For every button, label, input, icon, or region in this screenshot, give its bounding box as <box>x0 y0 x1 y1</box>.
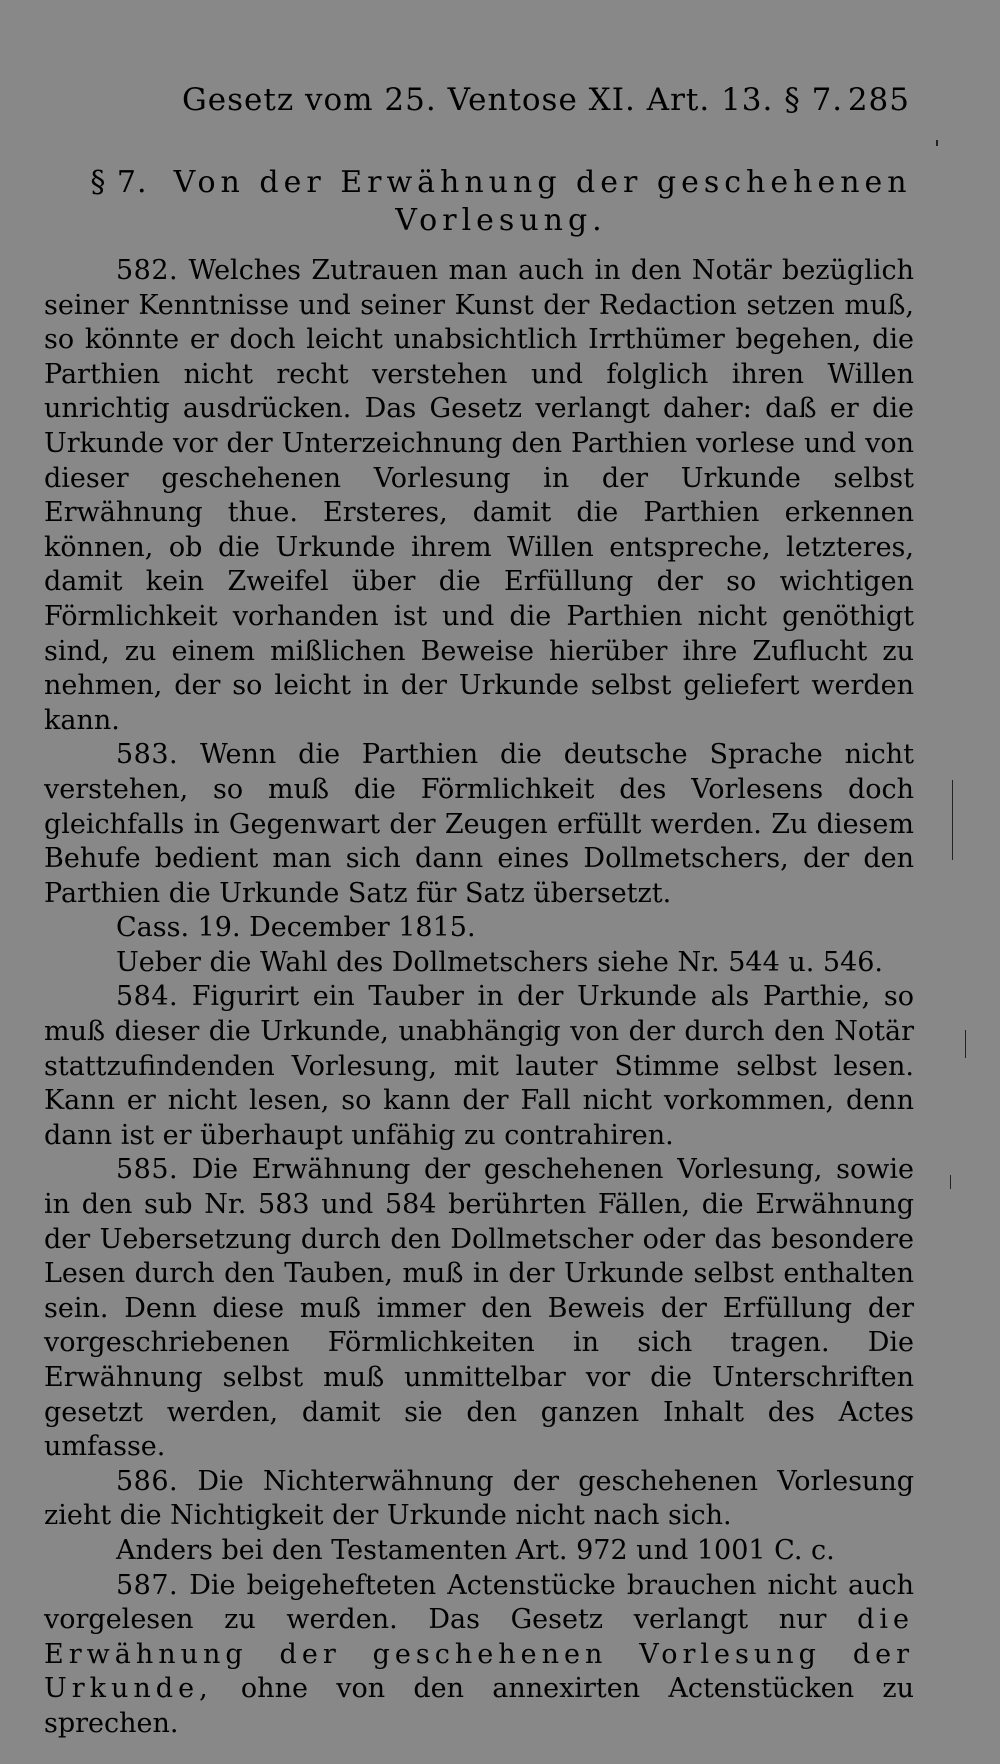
scan-speck <box>950 1175 951 1189</box>
scan-speck <box>965 1030 966 1058</box>
paragraph-582 <box>44 254 914 738</box>
body-text <box>44 254 914 1742</box>
paragraph-number: 583. <box>116 739 179 771</box>
running-header <box>182 82 910 126</box>
cross-reference-note: Ueber die Wahl des Dollmetschers siehe Nr. 544 u. 546. <box>116 946 884 978</box>
paragraph-number: 586. <box>116 1465 179 1497</box>
paragraph-text: Welches Zutrauen man auch in den Notär bezüglich seiner Kenntnisse und seiner Kunst der Redaction setzen muß, so könnte er doch leicht unabsichtlich Irrthümer begehen, die Parthien nicht recht verstehen und folglich ihren Willen unrichtig ausdrücken. Das Gesetz verlangt daher: daß er die Urkunde vor der Unterzeichnung den Parthien vorlese und von dieser geschehenen Vorlesung in der Urkunde selbst Erwähnung thue. Ersteres, damit die Parthien erkennen können, ob die Urkunde ihrem Willen entspreche, letzteres, damit kein Zweifel über die Erfüllung der so wichtigen Förmlichkeit vorhanden ist und die Parthien nicht genöthigt sind, zu einem mißlichen Beweise hierüber ihre Zuflucht zu nehmen, der so leicht in der Urkunde selbst geliefert werden kann. <box>44 255 914 736</box>
scan-speck <box>936 140 938 146</box>
emphasized-text: die Erwähnung der geschehenen Vorlesung der Urkunde, <box>44 1604 914 1705</box>
paragraph-text: Figurirt ein Tauber in der Urkunde als Parthie, so muß dieser die Urkunde, unabhängig von der durch den Notär stattzufindenden Vorlesung, mit lauter Stimme selbst lesen. Kann er nicht lesen, so kann der Fall nicht vorkommen, denn dann ist er überhaupt unfähig zu contrahiren. <box>44 981 914 1151</box>
section-heading <box>86 164 916 240</box>
testament-note: Anders bei den Testamenten Art. 972 und 1001 C. c. <box>116 1534 835 1566</box>
paragraph-number: 584. <box>116 981 179 1013</box>
paragraph-587 <box>44 1569 914 1742</box>
paragraph-number: 587. <box>116 1569 179 1601</box>
paragraph-text: Die Nichterwähnung der geschehenen Vorlesung zieht die Nichtigkeit der Urkunde nicht nach sich. <box>44 1465 914 1532</box>
section-title: Von der Erwähnung der geschehenen Vorlesung. <box>173 165 912 238</box>
paragraph-number: 582. <box>116 255 179 286</box>
section-number: § 7. <box>90 165 148 200</box>
paragraph-text-end: ohne von den annexirten Actenstücken zu sprechen. <box>44 1673 914 1739</box>
paragraph-585 <box>44 1153 914 1464</box>
paragraph-586 <box>44 1465 914 1534</box>
paragraph-number: 585. <box>116 1154 179 1186</box>
paragraph-text: Die beigehefteten Actenstücke brauchen nicht auch vorgelesen zu werden. Das Gesetz verlangt nur <box>44 1569 914 1636</box>
running-title: Gesetz vom 25. Ventose XI. Art. 13. § 7. <box>182 82 844 118</box>
paragraph-text: Wenn die Parthien die deutsche Sprache nicht verstehen, so muß die Förmlichkeit des Vorlesens doch gleichfalls in Gegenwart der Zeugen erfüllt werden. Zu diesem Behufe bedient man sich dann eines Dollmetschers, der den Parthien die Urkunde Satz für Satz übersetzt. <box>44 739 914 909</box>
scan-speck <box>952 780 953 860</box>
page-number: 285 <box>847 82 910 118</box>
citation-note: Cass. 19. December 1815. <box>116 912 476 944</box>
paragraph-584 <box>44 980 914 1153</box>
paragraph-583 <box>44 738 914 911</box>
paragraph-text: Die Erwähnung der geschehenen Vorlesung, sowie in den sub Nr. 583 und 584 berührten Fällen, die Erwähnung der Uebersetzung durch den Dollmetscher oder das besondere Lesen durch den Tauben, muß in der Urkunde selbst enthalten sein. Denn diese muß immer den Beweis der Erfüllung der vorgeschriebenen Förmlichkeiten in sich tragen. Die Erwähnung selbst muß unmittelbar vor die Unterschriften gesetzt werden, damit sie den ganzen Inhalt des Actes umfasse. <box>44 1154 914 1463</box>
